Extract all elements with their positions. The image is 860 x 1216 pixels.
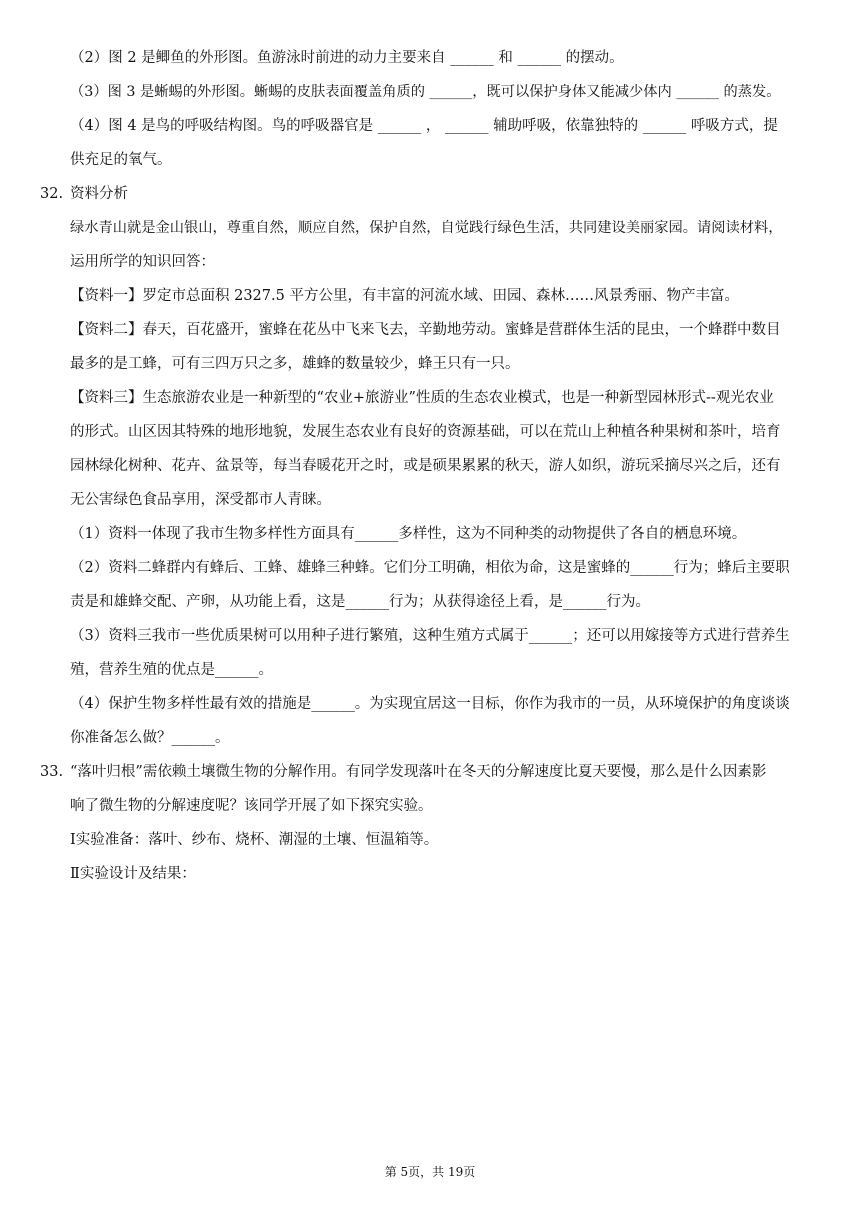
q32-material-3-cont: 园林绿化树种、花卉、盆景等，每当春暖花开之时，或是硕果累累的秋天，游人如织，游玩采摘尽兴之后，还有 <box>70 458 781 474</box>
q32-intro-line: 绿水青山就是金山银山，尊重自然，顺应自然，保护自然，自觉践行绿色生活，共同建设美丽家园。请阅读材料， <box>70 220 783 236</box>
q32-sub-4: （4）保护生物多样性最有效的措施是______。为实现宜居这一目标，你作为我市的一员，从环境保护的角度谈谈 <box>70 696 790 712</box>
q32-material-3: 【资料三】生态旅游农业是一种新型的“农业+旅游业”性质的生态农业模式，也是一种新型园林形式--观光农业 <box>70 390 774 406</box>
q32-material-2-cont: 最多的是工蜂，可有三四万只之多，雄蜂的数量较少，蜂王只有一只。 <box>70 356 520 372</box>
q32-material-3-cont: 无公害绿色食品享用，深受都市人青睐。 <box>70 492 331 508</box>
q31-sub-3: （3）图 3 是蜥蜴的外形图。蜥蜴的皮肤表面覆盖角质的 ______，既可以保护身体又能减少体内 ______ 的蒸发。 <box>70 84 781 100</box>
q31-sub-4: （4）图 4 是鸟的呼吸结构图。鸟的呼吸器官是 ______ ， ______ 辅助呼吸，依靠独特的 ______ 呼吸方式，提 <box>70 118 778 134</box>
q32-intro-line: 运用所学的知识回答： <box>70 254 215 270</box>
q33-preparation: Ⅰ实验准备：落叶、纱布、烧杯、潮湿的土壤、恒温箱等。 <box>70 832 439 848</box>
q33-intro: “落叶归根”需依赖土壤微生物的分解作用。有同学发现落叶在冬天的分解速度比夏天要慢，那么是什么因素影 <box>70 764 767 780</box>
q31-sub-2: （2）图 2 是鲫鱼的外形图。鱼游泳时前进的动力主要来自 ______ 和 ______ 的摆动。 <box>70 50 624 66</box>
q32-material-3-cont: 的形式。山区因其特殊的地形地貌，发展生态农业有良好的资源基础，可以在荒山上种植各种果树和茶叶，培育 <box>70 424 781 440</box>
q32-title: 资料分析 <box>70 186 128 202</box>
q32-material-2: 【资料二】春天，百花盛开，蜜蜂在花丛中飞来飞去，辛勤地劳动。蜜蜂是营群体生活的昆虫，一个蜂群中数目 <box>70 322 781 338</box>
q32-sub-3: （3）资料三我市一些优质果树可以用种子进行繁殖，这种生殖方式属于______；还可以用嫁接等方式进行营养生 <box>70 628 790 644</box>
q32-sub-4-cont: 你准备怎么做？______。 <box>70 730 230 746</box>
q32-number: 32. <box>40 186 64 202</box>
q32-sub-1: （1）资料一体现了我市生物多样性方面具有______多样性，这为不同种类的动物提供了各自的栖息环境。 <box>70 526 747 542</box>
q33-design: Ⅱ实验设计及结果： <box>70 866 196 882</box>
q32-material-1: 【资料一】罗定市总面积 2327.5 平方公里，有丰富的河流水域、田园、森林……风景秀丽、物产丰富。 <box>70 288 739 304</box>
q32-sub-3-cont: 殖，营养生殖的优点是______。 <box>70 662 273 678</box>
q33-number: 33. <box>40 764 64 780</box>
q33-intro-cont: 响了微生物的分解速度呢？该同学开展了如下探究实验。 <box>70 798 433 814</box>
q31-sub-4-cont: 供充足的氧气。 <box>70 152 172 168</box>
q32-sub-2-cont: 责是和雄蜂交配、产卵，从功能上看，这是______行为；从获得途径上看，是______行为。 <box>70 594 650 610</box>
page-number-footer: 第 5页，共 19页 <box>384 1165 476 1179</box>
q32-sub-2: （2）资料二蜂群内有蜂后、工蜂、雄蜂三种蜂。它们分工明确，相依为命，这是蜜蜂的______行为；蜂后主要职 <box>70 560 790 576</box>
